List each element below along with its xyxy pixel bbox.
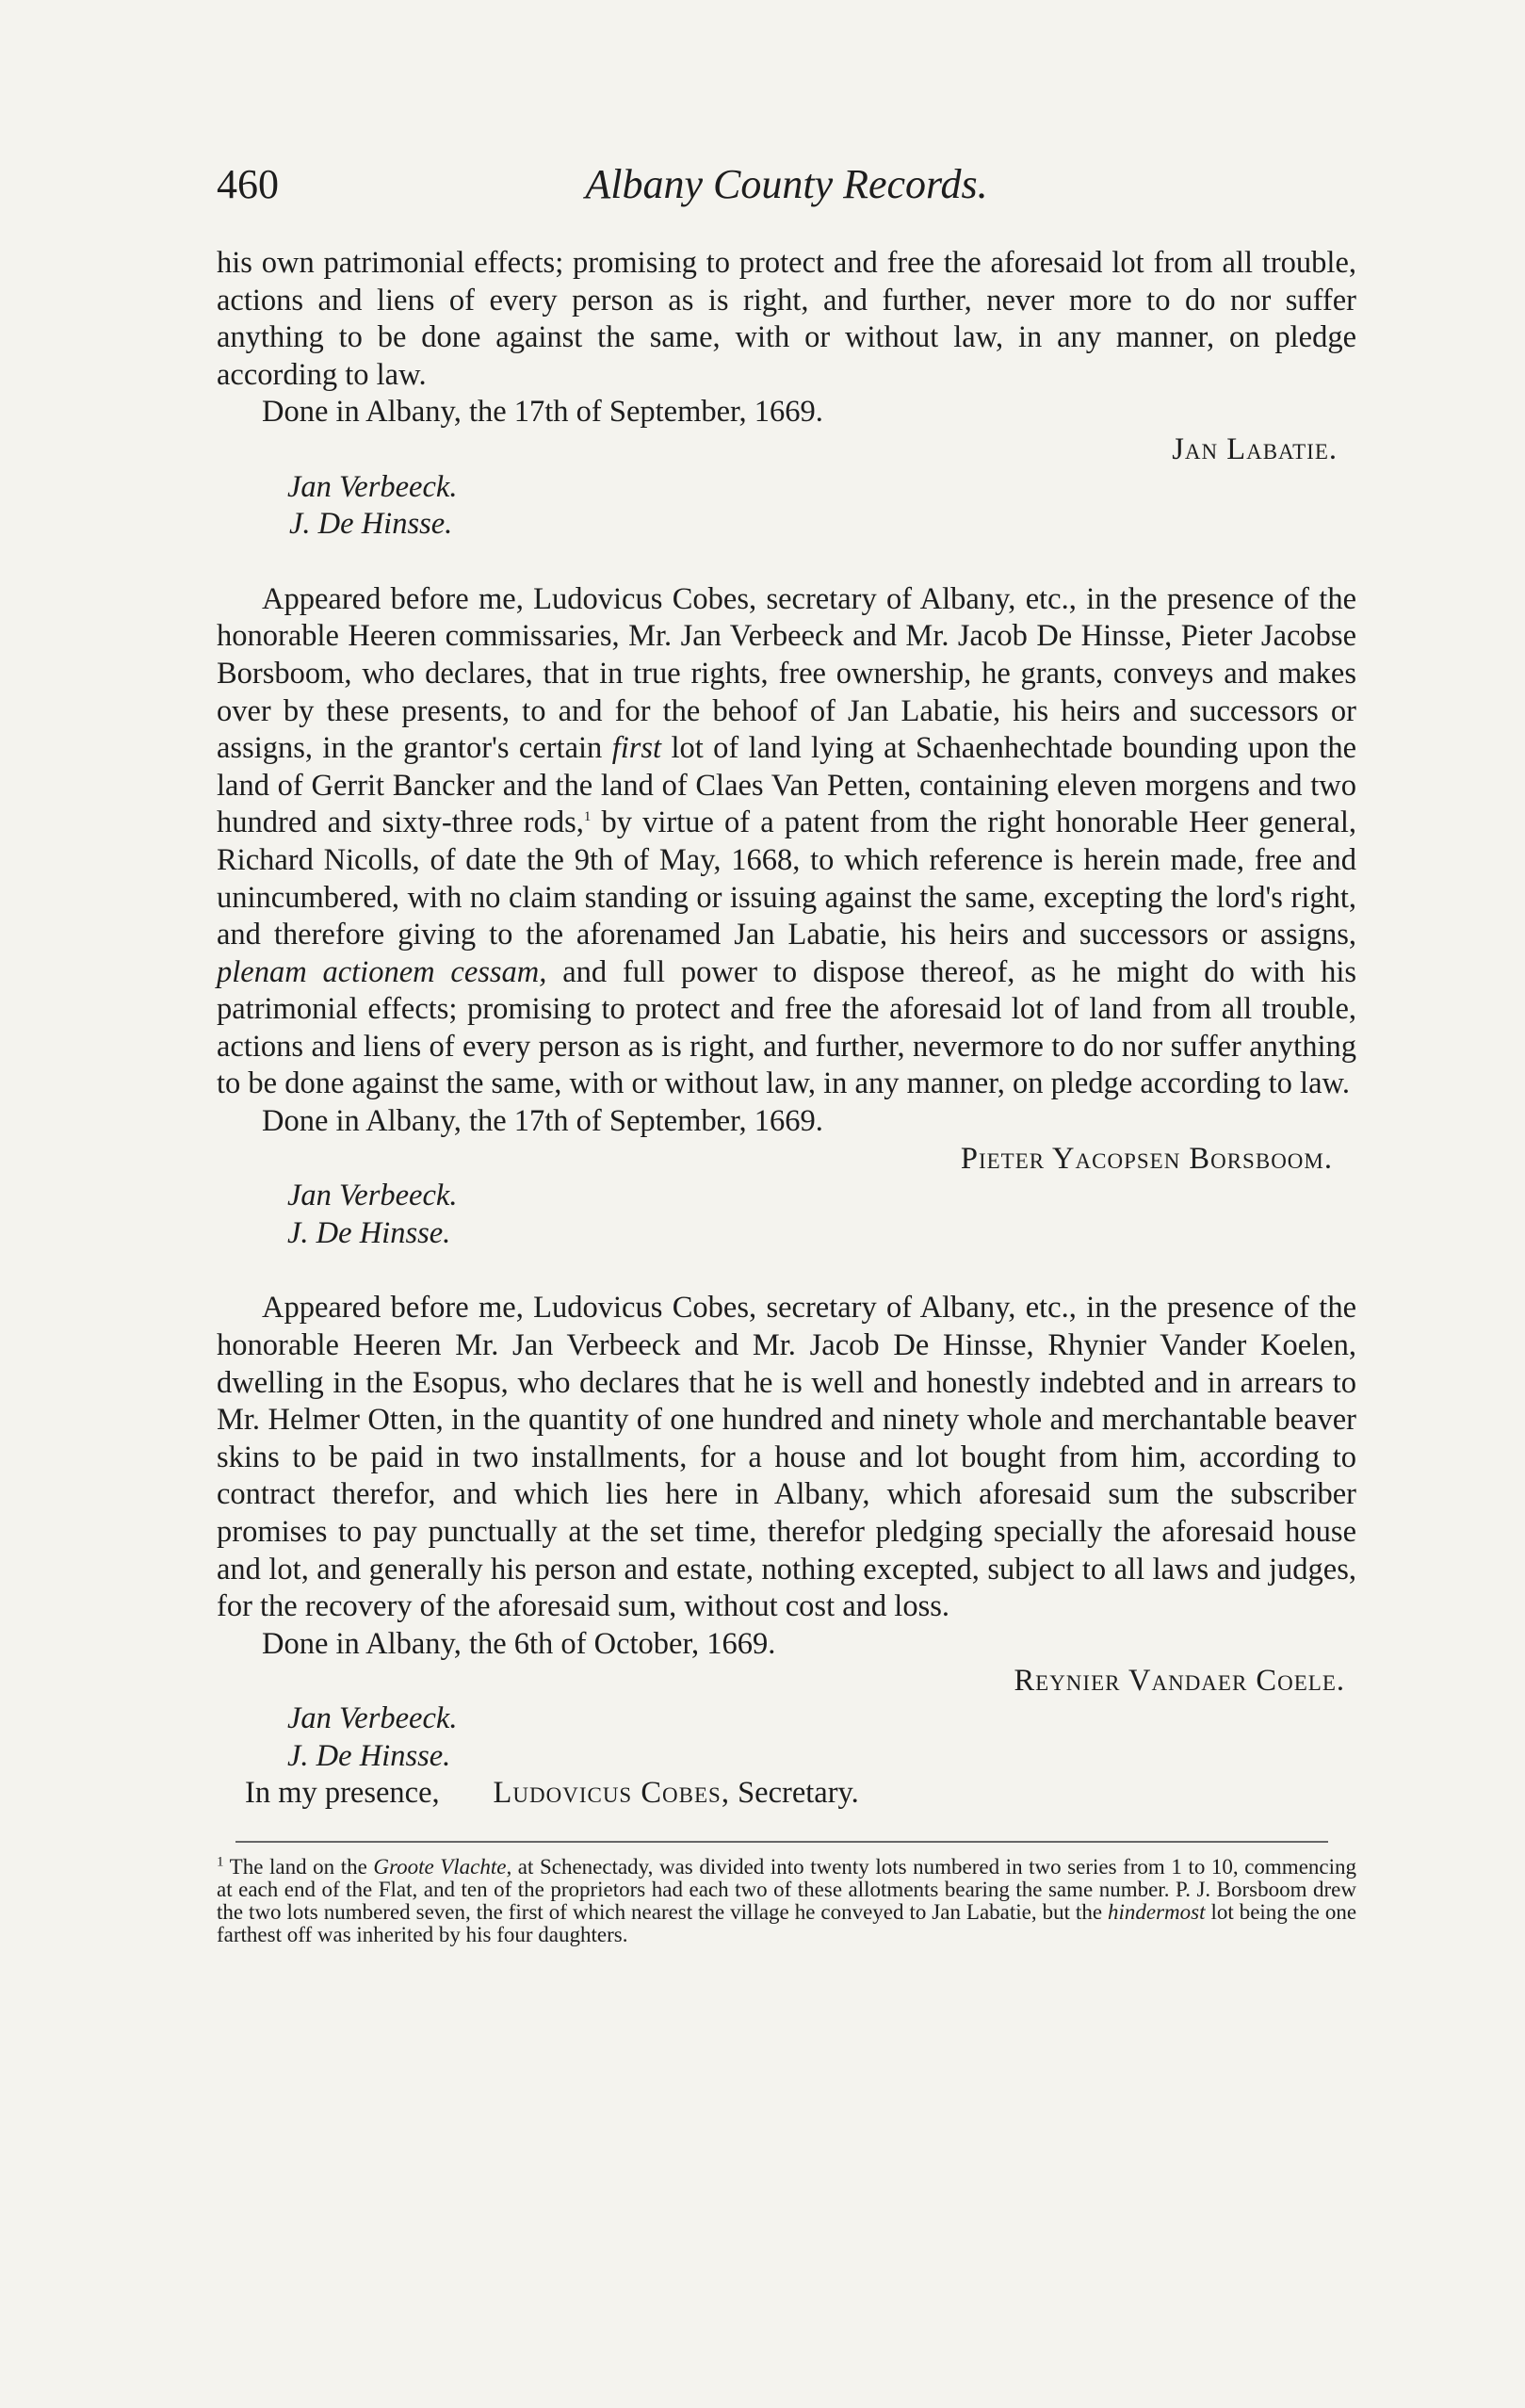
footnote	[217, 1856, 1356, 1946]
footnote-reference[interactable]: 1	[583, 809, 592, 825]
footnote-mark: 1	[217, 1854, 224, 1870]
place-name: Groote Vlachte,	[373, 1854, 512, 1879]
text-run: by virtue of a patent from the right honorable Heer general, Richard Nicolls, of date the 9th of May, 1668, to which reference is herein made, free and unincumbered, with no claim standing or issuing against the same, excepting the lord's right, and therefore giving to the aforenamed Jan Labatie, his heirs and successors or assigns,	[217, 805, 1356, 952]
secretary-name: Ludovicus Cobes,	[493, 1776, 730, 1811]
record-1-signer: Jan Labatie.	[1172, 431, 1338, 466]
presence-label: In my presence,	[245, 1776, 440, 1811]
record-2-signer: Pieter Yacopsen Borsboom.	[960, 1141, 1333, 1176]
record-2-witnesses	[287, 1178, 1356, 1252]
section-gap	[217, 544, 1356, 581]
record-1-text: his own patrimonial effects; promising to protect and free the aforesaid lot from all trouble, actions and liens of every person as is right, and further, never more to do nor suffer anything to be done against the same, with or without law, in any manner, on pledge according to law.	[217, 246, 1356, 392]
italic-word: first	[611, 731, 662, 766]
record-1-date: Done in Albany, the 17th of September, 1669.	[262, 395, 823, 430]
witness-name: Jan Verbeeck.	[287, 1700, 458, 1735]
witness-name: J. De Hinsse.	[287, 1215, 451, 1250]
page-header	[217, 160, 1356, 226]
page-number: 460	[217, 161, 279, 207]
record-3-text: Appeared before me, Ludovicus Cobes, secretary of Albany, etc., in the presence of the honorable Heeren Mr. Jan Verbeeck and Mr. Jacob De Hinsse, Rhynier Vander Koelen, dwelling in the Esopus, who declares that he is well and honestly indebted and in arrears to Mr. Helmer Otten, in the quantity of one hundred and ninety whole and merchantable beaver skins to be paid in two installments, for a house and lot bought from him, according to contract therefor, and which lies here in Albany, which aforesaid sum the subscriber promises to pay punctually at the set time, therefor pledging specially the aforesaid house and lot, and generally his person and estate, nothing excepted, subject to all laws and judges, for the recovery of the aforesaid sum, without cost and loss.	[217, 1291, 1356, 1624]
text-run: at Schenectady, was divided into twenty lots numbered in two series from 1 to 10, commencing at each end of the Flat, and ten of the proprietors had each two of these allotments bearing the same number. P. J. Borsboom drew the two lots numbered seven, the first of which nearest the village he conveyed to Jan Labatie, but the	[217, 1854, 1356, 1924]
witness-name: Jan Verbeeck.	[287, 1179, 458, 1213]
witness-name: J. De Hinsse.	[289, 507, 453, 542]
italic-word: hindermost	[1108, 1899, 1206, 1924]
latin-phrase: plenam actionem cessam,	[217, 954, 547, 989]
footnote-rule	[235, 1841, 1328, 1843]
record-3-date: Done in Albany, the 6th of October, 1669.	[262, 1626, 776, 1661]
text-run: Appeared before me, Ludovicus Cobes, secretary of Albany, etc., in the presence of the honorable Heeren commissaries, Mr. Jan Verbeeck and Mr. Jacob De Hinsse, Pieter Jacobse Borsboom, who declares, that in true rights, free ownership, he grants, conveys and makes over by these presents, to and for the behoof of Jan Labatie, his heirs and successors or assigns, in the grantor's certain	[217, 581, 1356, 766]
text-run: and full power to dispose thereof, as he might do with his patrimonial effects; promising to protect and free the aforesaid lot of land from all trouble, actions and liens of every person as is right, and further, nevermore to do nor suffer anything to be done against the same, with or without law, in any manner, on pledge according to law.	[217, 954, 1357, 1101]
text-run: lot being the one farthest off was inherited by his four daughters.	[217, 1899, 1357, 1946]
page-content	[217, 160, 1356, 1946]
running-title: Albany County Records.	[585, 161, 988, 207]
witness-name: J. De Hinsse.	[287, 1738, 451, 1773]
text-run: The land on the	[229, 1854, 367, 1879]
body-text	[217, 245, 1356, 1813]
secretary-title: Secretary.	[738, 1776, 859, 1811]
witness-name: Jan Verbeeck.	[287, 469, 458, 504]
record-3-signer: Reynier Vandaer Coele.	[1014, 1664, 1345, 1699]
record-2-text	[217, 581, 1356, 1103]
record-3-witnesses	[287, 1700, 1356, 1775]
presence-line	[245, 1775, 1356, 1813]
text-run: lot of land lying at Schaenhechtade bounding upon the land of Gerrit Bancker and the land of Claes Van Petten, containing eleven morgens and two hundred and sixty-three rods,	[217, 731, 1356, 840]
record-2-date: Done in Albany, the 17th of September, 1669.	[262, 1104, 823, 1139]
section-gap	[217, 1252, 1356, 1290]
record-1-witnesses	[287, 469, 1356, 544]
